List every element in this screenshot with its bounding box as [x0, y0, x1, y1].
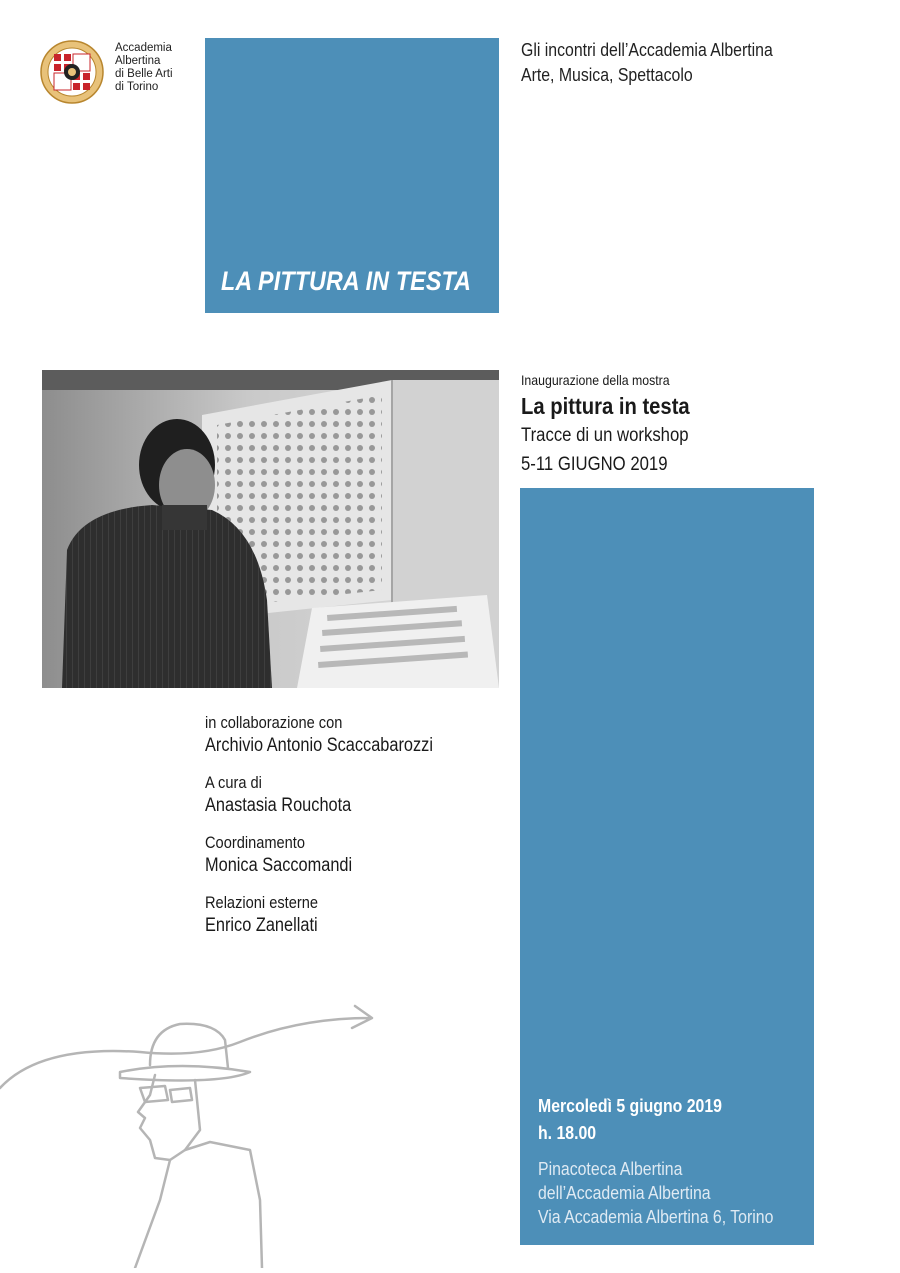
series-line: Arte, Musica, Spettacolo — [521, 65, 693, 85]
event-details — [538, 1093, 773, 1229]
credit-person: Monica Saccomandi — [205, 855, 353, 876]
venue-line: Via Accademia Albertina 6, Torino — [538, 1207, 774, 1227]
credit-item — [205, 892, 433, 938]
event-venue — [538, 1157, 773, 1229]
credits-list — [205, 712, 433, 952]
exhibition-dates: 5-11 GIUGNO 2019 — [521, 454, 668, 475]
exhibition-name: La pittura in testa — [521, 393, 690, 419]
exhibition-info — [521, 370, 690, 480]
credit-item — [205, 772, 433, 818]
event-box — [520, 488, 814, 1245]
sketch-drawing — [0, 1000, 400, 1268]
academy-name-line: di Torino — [115, 81, 159, 93]
venue-line: Pinacoteca Albertina — [538, 1159, 683, 1179]
academy-name-line: Accademia — [115, 42, 172, 54]
series-line: Gli incontri dell’Accademia Albertina — [521, 40, 773, 60]
credit-role: Relazioni esterne — [205, 893, 318, 912]
credit-person: Archivio Antonio Scaccabarozzi — [205, 735, 433, 756]
exhibition-subtitle: Tracce di un workshop — [521, 425, 689, 446]
credit-person: Anastasia Rouchota — [205, 795, 352, 816]
event-time: h. 18.00 — [538, 1123, 597, 1143]
credit-role: A cura di — [205, 773, 262, 792]
event-date: Mercoledì 5 giugno 2019 — [538, 1096, 722, 1116]
credit-person: Enrico Zanellati — [205, 915, 318, 936]
credit-role: in collaborazione con — [205, 713, 343, 732]
arrow-icon — [0, 1006, 372, 1088]
credit-role: Coordinamento — [205, 833, 305, 852]
credit-item — [205, 832, 433, 878]
academy-name-line: di Belle Arti — [115, 68, 173, 80]
exhibition-kicker: Inaugurazione della mostra — [521, 372, 670, 388]
series-header — [521, 38, 773, 88]
poster-title: LA PITTURA IN TESTA — [221, 266, 472, 296]
academy-seal-icon — [40, 40, 104, 104]
credit-item — [205, 712, 433, 758]
academy-name — [115, 42, 173, 94]
venue-line: dell’Accademia Albertina — [538, 1183, 711, 1203]
photo-illustration — [42, 370, 499, 688]
artist-photo — [42, 370, 499, 688]
title-box — [205, 38, 499, 313]
academy-name-line: Albertina — [115, 55, 161, 67]
